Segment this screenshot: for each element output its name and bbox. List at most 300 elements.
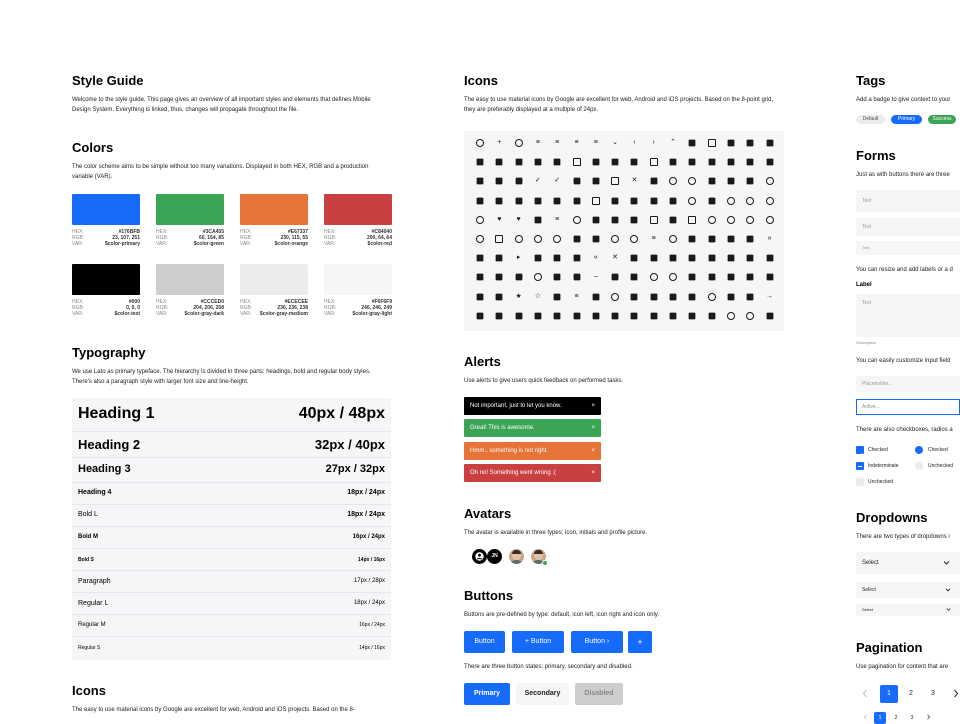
color-meta-key: RGB: — [240, 235, 253, 241]
grid-icon — [477, 255, 484, 262]
color-swatch — [156, 194, 224, 225]
grid-icon — [612, 216, 619, 223]
color-meta-key: HEX: — [324, 299, 336, 305]
type-row — [72, 614, 391, 637]
grid-icon: ‹ — [633, 139, 636, 146]
forms-intro: Just as with buttons there are three — [856, 172, 950, 178]
grid-icon — [747, 293, 754, 300]
alerts-intro: Use alerts to give users quick feedback on performed tasks. — [464, 378, 624, 384]
color-meta-key: RGB: — [72, 235, 85, 241]
color-swatch — [324, 264, 392, 295]
color-meta-row — [324, 311, 392, 317]
buttons-title: Buttons — [464, 588, 514, 603]
type-row — [72, 592, 391, 615]
color-swatch — [240, 194, 308, 225]
icon-right-button[interactable]: Button › — [571, 631, 623, 653]
type-spec: 27px / 32px — [325, 463, 385, 475]
tags-title: Tags — [856, 73, 886, 88]
dropdown-small[interactable] — [856, 604, 960, 616]
page-1-small[interactable]: 1 — [874, 712, 886, 724]
close-icon[interactable]: × — [591, 425, 595, 431]
type-row — [72, 457, 391, 483]
grid-icon — [689, 293, 696, 300]
color-meta-key: VAR: — [72, 241, 84, 247]
grid-icon — [534, 235, 542, 243]
secondary-button[interactable]: Secondary — [516, 683, 569, 705]
grid-icon — [669, 177, 677, 185]
grid-icon — [670, 159, 677, 166]
type-name: Heading 1 — [78, 405, 155, 422]
color-meta-key: RGB: — [240, 305, 253, 311]
color-meta-row — [324, 241, 392, 247]
grid-icon — [534, 312, 541, 319]
grid-icon — [496, 274, 503, 281]
color-meta-key: VAR: — [324, 241, 336, 247]
grid-icon — [727, 159, 734, 166]
typography-table — [72, 398, 391, 660]
grid-icon — [631, 216, 638, 223]
typography-title: Typography — [72, 345, 146, 360]
grid-icon: ≡ — [593, 139, 598, 146]
grid-icon — [554, 159, 561, 166]
grid-icon — [727, 236, 734, 243]
color-meta — [240, 229, 308, 247]
color-swatch — [156, 264, 224, 295]
grid-icon — [689, 159, 696, 166]
chevron-down-icon — [946, 607, 951, 612]
active-field[interactable]: Active... — [856, 399, 960, 415]
grid-icon — [554, 255, 561, 262]
grid-icon — [477, 197, 484, 204]
style-guide-intro: Welcome to the style guide. This page gives an overview of all important styles and elements that defines Mobile Design System. Everything is linked, thus, changes will propagate throughout the file. — [72, 97, 371, 113]
grid-icon — [477, 293, 484, 300]
color-rgb-value: 246, 246, 249 — [361, 305, 392, 311]
grid-icon — [650, 312, 657, 319]
grid-icon — [727, 140, 734, 147]
grid-icon: ✓ — [534, 177, 541, 185]
grid-icon — [727, 197, 735, 205]
grid-icon — [515, 312, 522, 319]
type-spec: 18px / 24px — [353, 600, 385, 606]
color-hex-value: #C84040 — [371, 229, 392, 235]
grid-icon — [727, 293, 734, 300]
tag-success: Success — [928, 115, 956, 124]
grid-icon — [534, 255, 541, 262]
type-row — [72, 570, 391, 593]
grid-icon — [670, 216, 677, 223]
grid-icon: ≡ — [555, 139, 560, 146]
type-row — [72, 431, 391, 458]
grid-icon — [496, 255, 503, 262]
grid-icon — [747, 255, 754, 262]
grid-icon — [766, 177, 774, 185]
grid-icon — [573, 158, 581, 166]
color-var-value: $color-primary — [104, 241, 140, 247]
typography-intro: We use Lato as primary typeface. The hierarchy is divided in three parts: headings, bold and regular body styles. There's also a paragraph style with larger font size and line-height. — [72, 369, 371, 385]
color-meta-key: VAR: — [156, 241, 168, 247]
grid-icon — [573, 312, 580, 319]
color-meta — [324, 299, 392, 317]
grid-icon — [515, 197, 522, 204]
color-meta — [324, 229, 392, 247]
color-swatch — [72, 194, 140, 225]
type-spec: 14px / 16px — [358, 557, 385, 563]
color-swatch — [72, 264, 140, 295]
chevron-left-icon[interactable] — [863, 714, 868, 720]
colors-intro: The color scheme aims to be simple without too many variations. Displayed in both HEX, RGB and a production variable (VAR). — [72, 164, 369, 180]
type-spec: 16px / 24px — [359, 622, 385, 628]
type-name: Heading 3 — [78, 463, 131, 475]
color-meta-key: RGB: — [156, 235, 169, 241]
grid-icon — [592, 312, 599, 319]
grid-icon — [477, 274, 484, 281]
grid-icon — [612, 274, 619, 281]
icon-only-button[interactable]: + — [628, 631, 652, 653]
grid-icon — [650, 273, 658, 281]
color-hex-value: #176BFB — [118, 229, 140, 235]
grid-icon — [708, 178, 715, 185]
grid-icon — [496, 159, 503, 166]
alerts-title: Alerts — [464, 354, 501, 369]
grid-icon — [496, 178, 503, 185]
grid-icon: ♥ — [516, 215, 521, 223]
grid-icon — [766, 312, 773, 319]
online-status-dot — [542, 560, 548, 566]
page-3-small[interactable]: 3 — [910, 715, 914, 721]
icon-grid — [464, 131, 784, 331]
grid-icon — [476, 139, 484, 147]
grid-icon — [670, 197, 677, 204]
placeholder-field[interactable]: Placeholder... — [856, 376, 960, 392]
type-row — [72, 482, 391, 505]
tag-default: Default — [856, 115, 885, 124]
color-meta-row — [72, 311, 140, 317]
color-rgb-value: 230, 115, 55 — [280, 235, 308, 241]
grid-icon — [650, 197, 657, 204]
checkbox-checked[interactable] — [856, 446, 864, 454]
grid-icon — [631, 293, 638, 300]
color-meta-row — [156, 311, 224, 317]
alert-text: Hmm.. something is not right. — [470, 448, 549, 454]
type-row — [72, 636, 391, 659]
grid-icon — [708, 159, 715, 166]
color-meta-key: HEX: — [324, 229, 336, 235]
color-hex-value: #3CA455 — [202, 229, 224, 235]
grid-icon: « — [593, 254, 598, 262]
grid-icon — [669, 273, 677, 281]
grid-icon: ✕ — [631, 177, 638, 185]
grid-icon: › — [652, 139, 655, 146]
grid-icon — [592, 178, 599, 185]
dropdown-large[interactable] — [856, 552, 960, 574]
color-meta — [156, 229, 224, 247]
colors-title: Colors — [72, 140, 114, 155]
customize-note: You can easily customize input field — [856, 358, 951, 364]
grid-icon — [477, 159, 484, 166]
grid-icon — [611, 177, 619, 185]
text-field-medium[interactable]: Text — [856, 218, 960, 236]
default-button[interactable]: Button — [464, 631, 505, 653]
grid-icon: ✓ — [554, 177, 561, 185]
color-meta — [72, 299, 140, 317]
grid-icon — [766, 140, 773, 147]
style-guide-title: Style Guide — [72, 73, 144, 88]
grid-icon — [496, 197, 503, 204]
grid-icon — [515, 235, 523, 243]
grid-icon: ≡ — [555, 215, 560, 223]
color-rgb-value: 200, 64, 64 — [366, 235, 392, 241]
grid-icon — [592, 159, 599, 166]
disabled-button: Disabled — [575, 683, 623, 705]
grid-icon: ⌄ — [612, 139, 619, 146]
grid-icon: ♥ — [497, 215, 502, 223]
field-label: Label — [856, 282, 872, 288]
grid-icon — [766, 255, 773, 262]
grid-icon — [689, 274, 696, 281]
page-2-small[interactable]: 2 — [894, 715, 898, 721]
alert-text: Not important, just to let you know. — [470, 403, 562, 409]
color-swatch — [240, 264, 308, 295]
color-var-value: $color-orange — [274, 241, 308, 247]
color-meta-key: VAR: — [156, 311, 168, 317]
icons-bottom-intro: The easy to use material icons by Google are excellent for web, Android and iOS projects. Based on the 8- — [72, 707, 355, 713]
grid-icon — [631, 312, 638, 319]
checkbox-note: There are also checkboxes, radios a — [856, 427, 953, 433]
dropdowns-intro: There are two types of dropdowns i — [856, 534, 950, 540]
color-meta-key: RGB: — [72, 305, 85, 311]
pagination-intro: Use pagination for content that are — [856, 664, 949, 670]
color-meta-key: VAR: — [72, 311, 84, 317]
button-states-intro: There are three button states: primary, secondary and disabled. — [464, 664, 633, 670]
grid-icon: ✕ — [612, 254, 619, 262]
grid-icon — [496, 293, 503, 300]
check-icon — [915, 451, 923, 459]
grid-icon — [727, 216, 735, 224]
chevron-right-icon[interactable] — [953, 689, 959, 698]
avatars-intro: The avatar is available in three types: icon, initials and profile picture. — [464, 530, 648, 536]
checkbox-unchecked-label: Unchecked — [868, 479, 894, 485]
grid-icon — [746, 216, 754, 224]
grid-icon: ⌃ — [670, 139, 676, 146]
color-meta-key: HEX: — [72, 229, 84, 235]
grid-icon — [670, 255, 677, 262]
grid-icon — [477, 312, 484, 319]
color-swatch — [324, 194, 392, 225]
color-meta — [240, 299, 308, 317]
grid-icon — [689, 312, 696, 319]
grid-icon — [708, 236, 715, 243]
color-var-value: $color-gray-medium — [259, 311, 308, 317]
page-1[interactable]: 1 — [880, 685, 898, 703]
type-name: Paragraph — [78, 578, 111, 585]
grid-icon — [688, 177, 696, 185]
grid-icon — [708, 274, 715, 281]
grid-icon — [534, 273, 542, 281]
person-icon — [472, 549, 487, 564]
resize-note: You can resize and add labels or a d — [856, 267, 953, 273]
chevron-down-icon — [943, 560, 950, 566]
type-spec: 40px / 48px — [298, 405, 385, 422]
color-rgb-value: 60, 164, 85 — [198, 235, 224, 241]
grid-icon — [573, 216, 581, 224]
color-hex-value: #CCCED0 — [200, 299, 224, 305]
color-var-value: $color-gray-light — [352, 311, 392, 317]
color-meta-row — [240, 241, 308, 247]
textarea-field[interactable]: Text — [856, 294, 960, 337]
type-name: Bold S — [78, 557, 94, 563]
grid-icon — [495, 235, 503, 243]
grid-icon — [727, 312, 735, 320]
buttons-intro: Buttons are pre-defined by type: default, icon left, icon right and icon only. — [464, 612, 660, 618]
page-2[interactable]: 2 — [909, 690, 913, 697]
grid-icon — [515, 274, 522, 281]
grid-icon — [708, 216, 716, 224]
dropdown-value: Select — [862, 607, 874, 612]
grid-icon — [670, 312, 677, 319]
icon-left-button[interactable]: + Button — [512, 631, 564, 653]
grid-icon — [496, 312, 503, 319]
grid-icon — [573, 178, 580, 185]
grid-icon — [689, 236, 696, 243]
color-meta-key: RGB: — [156, 305, 169, 311]
close-icon[interactable]: × — [591, 448, 595, 454]
grid-icon — [747, 236, 754, 243]
grid-icon — [554, 274, 561, 281]
text-field-small[interactable]: Text — [856, 241, 960, 255]
type-spec: 16px / 24px — [352, 534, 385, 540]
grid-icon — [688, 216, 696, 224]
tag-primary: Primary — [891, 115, 922, 124]
grid-icon — [612, 159, 619, 166]
color-rgb-value: 236, 236, 238 — [277, 305, 308, 311]
grid-icon — [650, 158, 658, 166]
grid-icon — [553, 235, 561, 243]
color-var-value: $color-gray-dark — [184, 311, 224, 317]
grid-icon — [631, 255, 638, 262]
grid-icon — [688, 197, 696, 205]
grid-icon — [746, 197, 754, 205]
alert-text: Oh no! Something went wrong :( — [470, 470, 557, 476]
grid-icon — [650, 216, 658, 224]
grid-icon — [573, 236, 580, 243]
color-meta-key: HEX: — [240, 229, 252, 235]
grid-icon: – — [593, 273, 598, 281]
grid-icon — [708, 197, 715, 204]
grid-icon — [650, 255, 657, 262]
color-hex-value: #F6F6F9 — [371, 299, 392, 305]
grid-icon — [747, 159, 754, 166]
grid-icon — [631, 159, 638, 166]
pagination-title: Pagination — [856, 640, 923, 655]
color-meta — [156, 299, 224, 317]
radio-checked-label: Checked — [928, 447, 948, 453]
type-name: Bold L — [78, 511, 98, 518]
color-meta — [72, 229, 140, 247]
grid-icon — [689, 255, 696, 262]
grid-icon: ≡ — [574, 139, 579, 146]
alert-error — [464, 464, 601, 482]
chevron-right-icon[interactable] — [926, 714, 931, 720]
color-meta-key: HEX: — [156, 229, 168, 235]
dropdowns-title: Dropdowns — [856, 510, 928, 525]
text-field-large[interactable]: Text — [856, 190, 960, 212]
grid-icon — [747, 178, 754, 185]
alert-info — [464, 397, 601, 415]
grid-icon — [727, 255, 734, 262]
alert-success — [464, 419, 601, 437]
grid-icon: » — [767, 235, 772, 242]
grid-icon — [747, 140, 754, 147]
type-spec: 18px / 24px — [347, 489, 385, 496]
avatar-photo — [509, 549, 524, 564]
checkbox-checked-label: Checked — [868, 447, 888, 453]
grid-icon — [708, 139, 716, 147]
type-name: Regular S — [78, 645, 101, 651]
checkbox-indeterminate[interactable] — [856, 462, 864, 470]
grid-icon — [689, 140, 696, 147]
type-name: Regular M — [78, 622, 106, 628]
color-meta-key: VAR: — [324, 311, 336, 317]
grid-icon — [766, 216, 774, 224]
grid-icon: ≡ — [651, 235, 656, 242]
grid-icon — [708, 255, 715, 262]
color-rgb-value: 204, 206, 208 — [193, 305, 224, 311]
grid-icon — [727, 178, 734, 185]
icons-title: Icons — [464, 73, 498, 88]
grid-icon — [515, 178, 522, 185]
dropdown-value: Select — [862, 560, 879, 566]
grid-icon — [476, 235, 484, 243]
close-icon[interactable]: × — [591, 470, 595, 476]
radio-unchecked[interactable] — [915, 462, 923, 470]
color-hex-value: #000 — [128, 299, 140, 305]
grid-icon — [534, 216, 541, 223]
color-hex-value: #ECECEE — [284, 299, 308, 305]
checkbox-indeterminate-label: Indeterminate — [868, 463, 899, 469]
color-meta-row — [72, 241, 140, 247]
grid-icon — [708, 312, 715, 319]
type-spec: 18px / 24px — [347, 511, 385, 518]
grid-icon — [631, 197, 638, 204]
tags-intro: Add a badge to give context to your — [856, 97, 951, 103]
grid-icon: ★ — [515, 292, 522, 300]
check-icon — [856, 451, 864, 459]
close-icon[interactable]: × — [591, 403, 595, 409]
icons-intro: The easy to use material icons by Google are excellent for web, Android and iOS projects. Based on the 8-point grid, they are preferably displayed at a multiple of 24px. — [464, 97, 774, 113]
dropdown-value: Select — [862, 587, 876, 593]
grid-icon — [477, 178, 484, 185]
page-3[interactable]: 3 — [931, 690, 935, 697]
checkbox-unchecked[interactable] — [856, 478, 864, 486]
color-meta-key: HEX: — [156, 299, 168, 305]
grid-icon — [592, 293, 599, 300]
primary-button[interactable]: Primary — [464, 683, 510, 705]
grid-icon — [630, 235, 638, 243]
chevron-left-icon[interactable] — [862, 689, 868, 698]
color-meta-key: HEX: — [240, 299, 252, 305]
grid-icon: ≡ — [535, 139, 540, 146]
grid-icon: + — [497, 139, 502, 146]
dropdown-medium[interactable] — [856, 582, 960, 598]
grid-icon — [476, 216, 484, 224]
radio-checked[interactable] — [915, 446, 923, 454]
type-spec: 17px / 28px — [353, 578, 385, 584]
grid-icon: ☆ — [534, 292, 542, 300]
color-meta-key: RGB: — [324, 305, 337, 311]
color-rgb-value: 0, 0, 0 — [126, 305, 140, 311]
grid-icon — [612, 312, 619, 319]
type-row — [72, 504, 391, 527]
